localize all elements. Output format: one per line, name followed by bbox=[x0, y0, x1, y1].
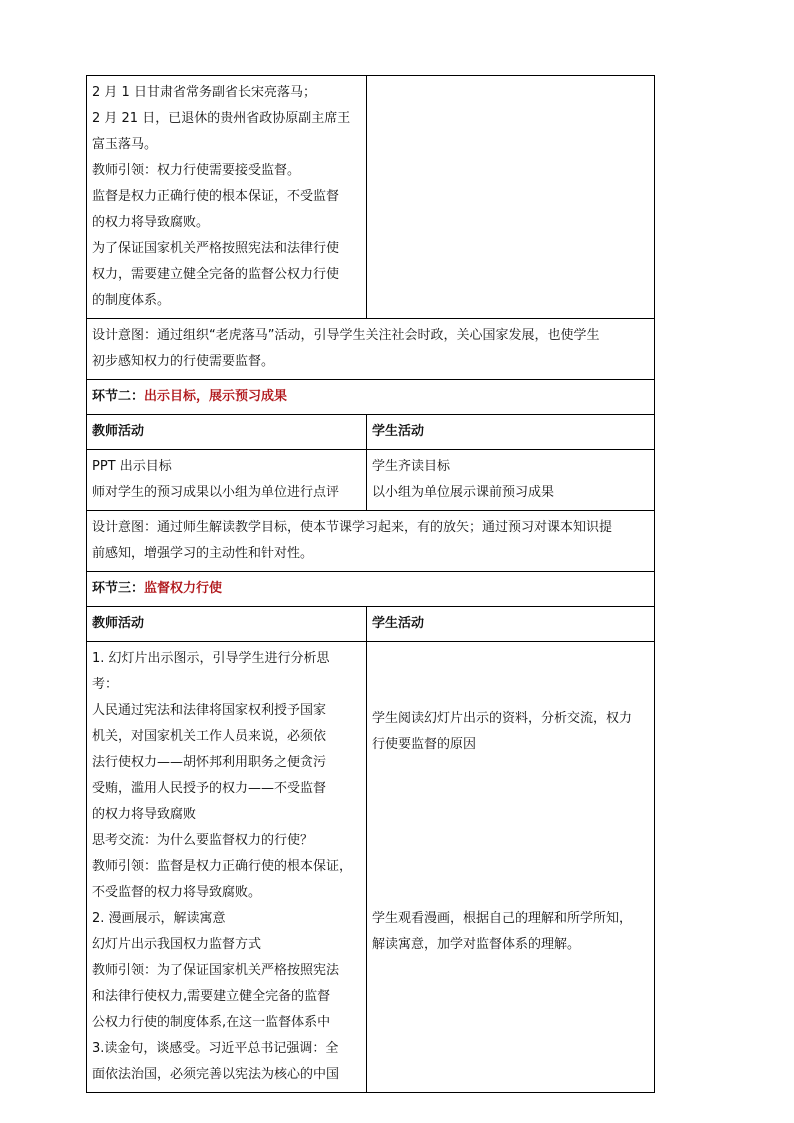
design-intent-row-1 bbox=[87, 319, 655, 380]
section-2-heading: 环节二：出示目标，展示预习成果 bbox=[87, 380, 655, 415]
student-activity-header: 学生活动 bbox=[367, 415, 655, 450]
teacher-activity-header: 教师活动 bbox=[87, 607, 367, 642]
case-row bbox=[87, 76, 655, 319]
student-activity-header: 学生活动 bbox=[367, 607, 655, 642]
section-2-row bbox=[87, 380, 655, 415]
header-row-3 bbox=[87, 607, 655, 642]
case-cell-right bbox=[367, 76, 655, 319]
design-intent-1: 设计意图：通过组织“老虎落马”活动，引导学生关注社会时政，关心国家发展，也使学生 初步感知权力的行使需要监督。 bbox=[87, 319, 655, 380]
lesson-plan-table bbox=[86, 75, 654, 1093]
activity-row-2 bbox=[87, 450, 655, 511]
teacher-activity-header: 教师活动 bbox=[87, 415, 367, 450]
design-intent-2: 设计意图：通过师生解读教学目标，使本节课学习起来，有的放矢；通过预习对课本知识提 前感知，增强学习的主动性和针对性。 bbox=[87, 511, 655, 572]
header-row-2 bbox=[87, 415, 655, 450]
student-activity-2: 学生齐读目标 以小组为单位展示课前预习成果 bbox=[367, 450, 655, 511]
teacher-activity-3: 1. 幻灯片出示图示，引导学生进行分析思 考： 人民通过宪法和法律将国家权利授予国家 机关，对国家机关工作人员来说，必须依 法行使权力——胡怀邦利用职务之便贪污 受贿，滥用人民授予的权力——不受监督 的权力将导致腐败 思考交流：为什么要监督权力的行使？ 教师引领：监督是权力正确行使的根本保证， 不受监督的权力将导致腐败。 2. 漫画展示，解读寓意 幻灯片出示我国权力监督方式 教师引领：为了保证国家机关严格按照宪法 和法律行使权力,需要建立健全完备的监督 公权力行使的制度体系,在这一监督体系中 3.读金句，谈感受。习近平总书记强调：全 面依法治国，必须完善以宪法为核心的中国 bbox=[87, 642, 367, 1093]
teacher-activity-2: PPT 出示目标 师对学生的预习成果以小组为单位进行点评 bbox=[87, 450, 367, 511]
design-intent-row-2 bbox=[87, 511, 655, 572]
activity-row-3 bbox=[87, 642, 655, 1093]
student-activity-3: 学生阅读幻灯片出示的资料，分析交流，权力 行使要监督的原因 学生观看漫画，根据自己的理解和所学所知， 解读寓意，加学对监督体系的理解。 bbox=[367, 642, 655, 1093]
section-3-row bbox=[87, 572, 655, 607]
section-3-heading: 环节三：监督权力行使 bbox=[87, 572, 655, 607]
case-cell-left: 2 月 1 日甘肃省常务副省长宋亮落马； 2 月 21 日，已退休的贵州省政协原副主席王 富玉落马。 教师引领：权力行使需要接受监督。 监督是权力正确行使的根本保证，不受监督 的权力将导致腐败。 为了保证国家机关严格按照宪法和法律行使 权力，需要建立健全完备的监督公权力行使 的制度体系。 bbox=[87, 76, 367, 319]
